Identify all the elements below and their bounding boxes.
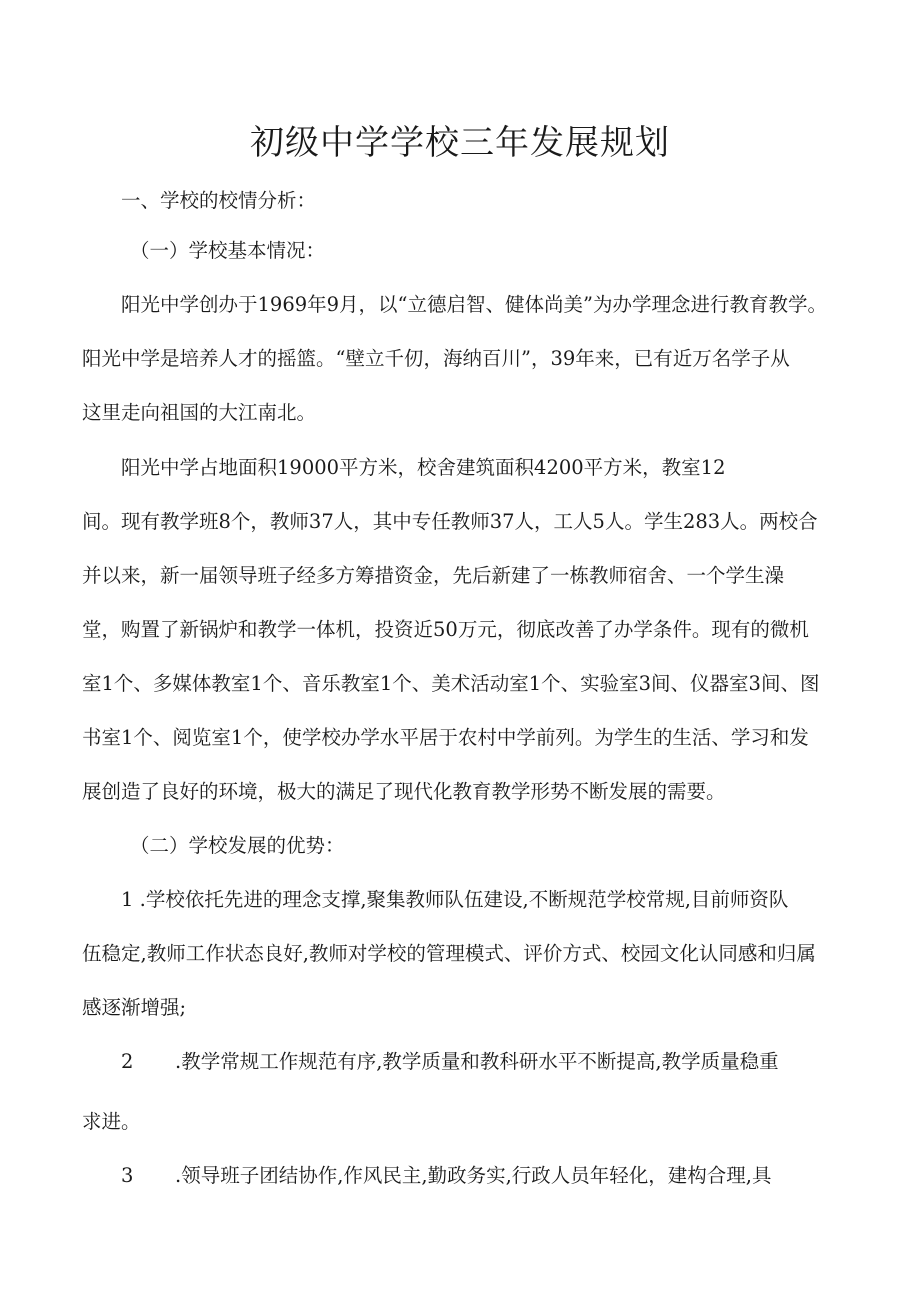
paragraph-2-line-2: 间。现有教学班8个，教师37人，其中专任教师37人，工人5人。学生283人。两校合	[82, 510, 818, 533]
subsection-heading-1: （一）学校基本情况：	[130, 239, 326, 262]
list-item-2-number: 2	[121, 1050, 134, 1073]
paragraph-1-line-3: 这里走向祖国的大江南北。	[82, 401, 317, 424]
paragraph-2-line-7: 展创造了良好的环境，极大的满足了现代化教育教学形势不断发展的需要。	[82, 780, 726, 803]
subsection-heading-2: （二）学校发展的优势：	[130, 834, 345, 857]
paragraph-2-line-5: 室1个、多媒体教室1个、音乐教室1个、美术活动室1个、实验室3间、仪器室3间、图	[82, 672, 820, 695]
list-item-1-line-3: 感逐渐增强;	[82, 996, 187, 1019]
list-item-3-number: 3	[121, 1164, 134, 1187]
paragraph-2-line-1: 阳光中学占地面积19000平方米，校舍建筑面积4200平方米，教室12	[121, 456, 726, 479]
list-item-1-line-1	[121, 885, 788, 915]
paragraph-1-line-1: 阳光中学创办于1969年9月，以“立德启智、健体尚美”为办学理念进行教育教学。	[121, 293, 827, 316]
list-item-1-line-2: 伍稳定,教师工作状态良好,教师对学校的管理模式、评价方式、校园文化认同感和归属	[82, 942, 816, 965]
list-item-2-line-1: .教学常规工作规范有序,教学质量和教科研水平不断提高,教学质量稳重	[175, 1050, 779, 1073]
section-heading-1: 一、学校的校情分析：	[121, 189, 317, 212]
list-item-3-line-1: .领导班子团结协作,作风民主,勤政务实,行政人员年轻化，建构合理,具	[175, 1164, 772, 1187]
paragraph-2-line-4: 堂，购置了新锅炉和教学一体机，投资近50万元，彻底改善了办学条件。现有的微机	[82, 618, 809, 641]
paragraph-2-line-6: 书室1个、阅览室1个，使学校办学水平居于农村中学前列。为学生的生活、学习和发	[82, 726, 809, 749]
list-item-1-text: .学校依托先进的理念支撑,聚集教师队伍建设,不断规范学校常规,目前师资队	[139, 888, 789, 911]
paragraph-1-line-2: 阳光中学是培养人才的摇篮。“壁立千仞，海纳百川”，39年来，已有近万名学子从	[82, 347, 790, 370]
paragraph-2-line-3: 并以来，新一届领导班子经多方筹措资金，先后新建了一栋教师宿舍、一个学生澡	[82, 564, 785, 587]
list-item-1-number: 1	[121, 888, 134, 911]
list-item-2-line-2: 求进。	[82, 1110, 141, 1133]
document-title: 初级中学学校三年发展规划	[250, 123, 670, 163]
